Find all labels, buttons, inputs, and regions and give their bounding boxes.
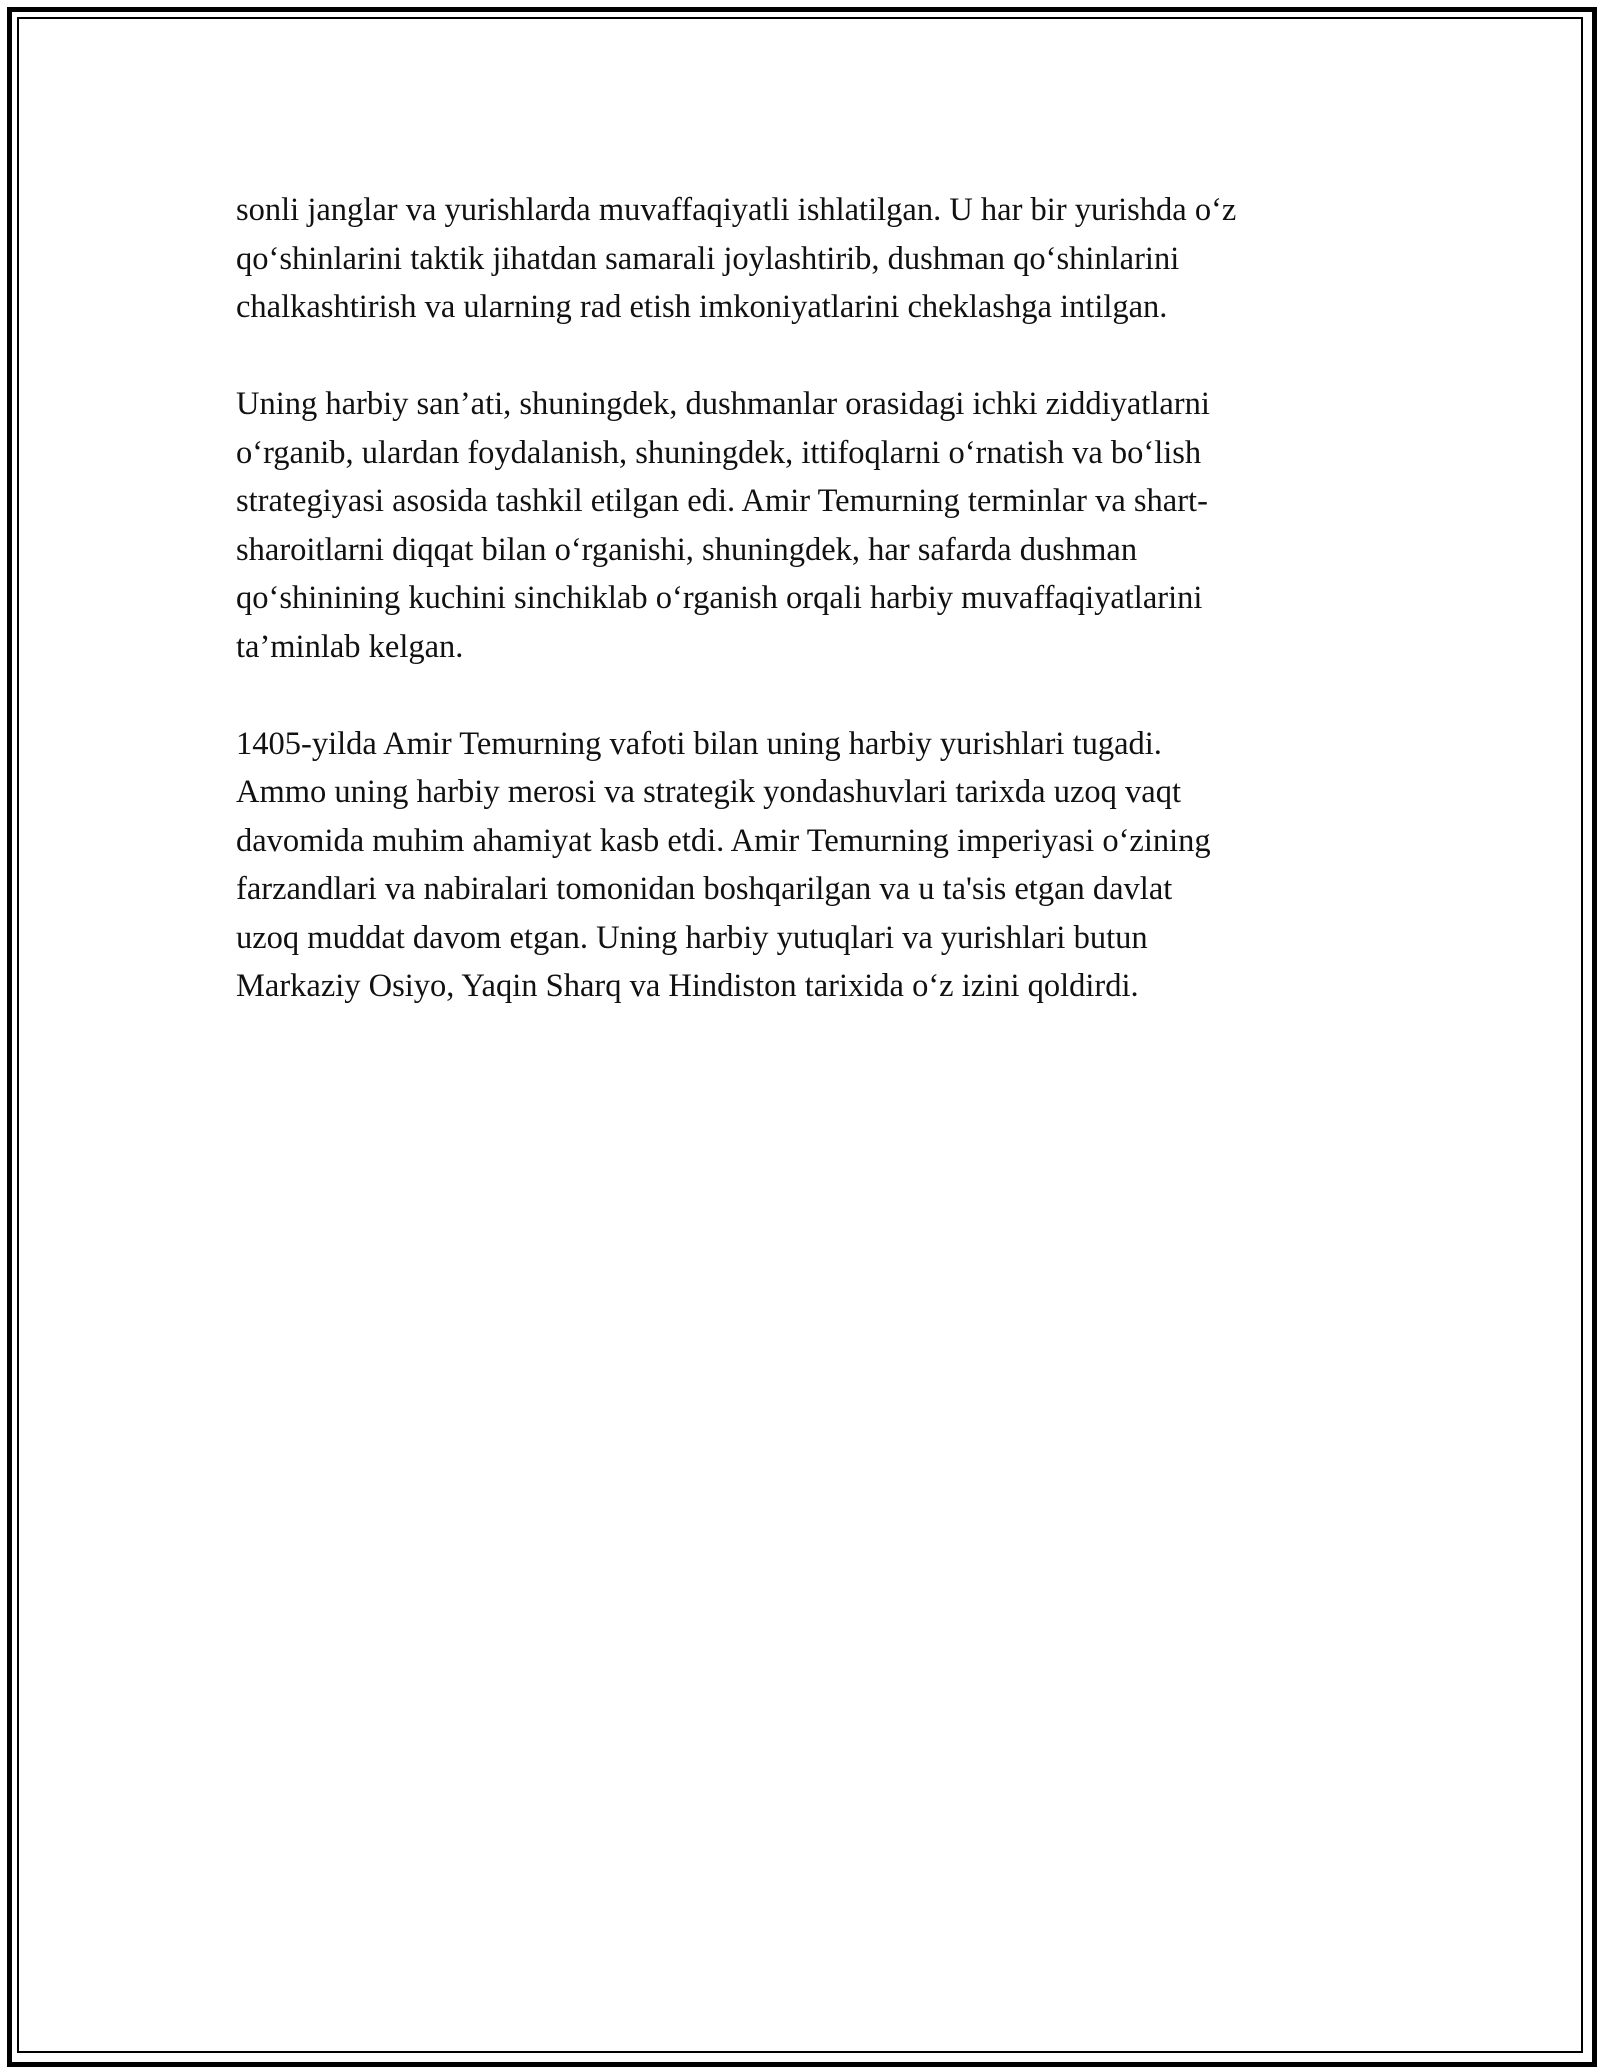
- text-line: chalkashtirish va ularning rad etish imkoniyatlarini cheklashga intilgan.: [236, 289, 1168, 325]
- text-line: qo‘shinining kuchini sinchiklab o‘rganish orqali harbiy muvaffaqiyatlarini: [236, 580, 1203, 616]
- text-line: ta’minlab kelgan.: [236, 628, 464, 665]
- paragraph-1: [236, 186, 1386, 332]
- text-line: Ammo uning harbiy merosi va strategik yondashuvlari tarixda uzoq vaqt: [236, 774, 1181, 810]
- text-line: uzoq muddat davom etgan. Uning harbiy yutuqlari va yurishlari butun: [236, 919, 1148, 956]
- text-line: farzandlari va nabiralari tomonidan boshqarilgan va u ta'sis etgan davlat: [236, 871, 1173, 907]
- text-line: sharoitlarni diqqat bilan o‘rganishi, shuningdek, har safarda dushman: [236, 531, 1138, 568]
- paragraph-2: [236, 380, 1386, 671]
- text-line: strategiyasi asosida tashkil etilgan edi. Amir Temurning terminlar va shart-: [236, 483, 1208, 519]
- text-line: 1405-yilda Amir Temurning vafoti bilan uning harbiy yurishlari tugadi.: [236, 725, 1162, 762]
- text-line: Markaziy Osiyo, Yaqin Sharq va Hindiston tarixida o‘z izini qoldirdi.: [236, 968, 1139, 1004]
- document-body: [236, 186, 1386, 1059]
- text-line: davomida muhim ahamiyat kasb etdi. Amir Temurning imperiyasi o‘zining: [236, 822, 1211, 859]
- text-line: o‘rganib, ulardan foydalanish, shuningdek, ittifoqlarni o‘rnatish va bo‘lish: [236, 434, 1202, 471]
- paragraph-3: [236, 720, 1386, 1011]
- text-line: Uning harbiy san’ati, shuningdek, dushmanlar orasidagi ichki ziddiyatlarni: [236, 386, 1210, 422]
- text-line: qo‘shinlarini taktik jihatdan samarali joylashtirib, dushman qo‘shinlarini: [236, 240, 1180, 277]
- text-line: sonli janglar va yurishlarda muvaffaqiyatli ishlatilgan. U har bir yurishda o‘z: [236, 192, 1237, 228]
